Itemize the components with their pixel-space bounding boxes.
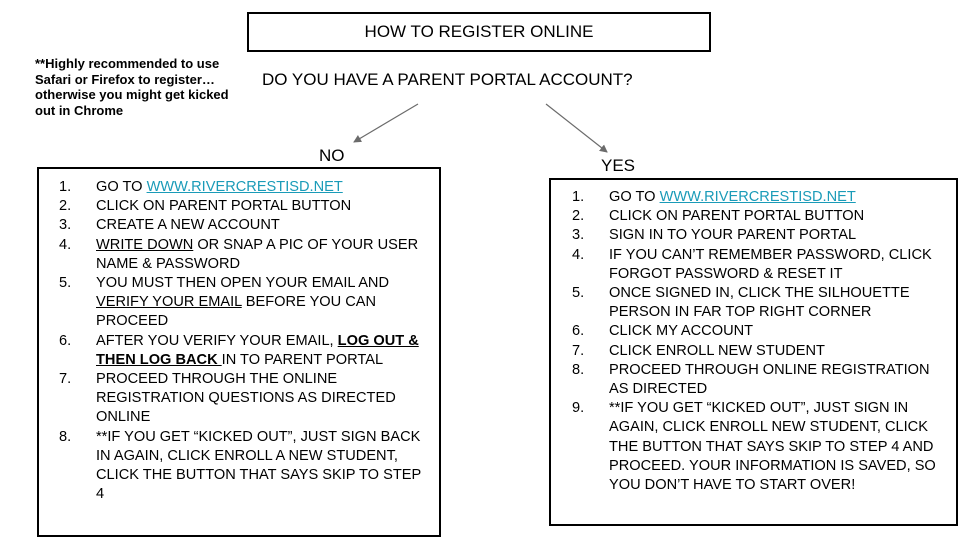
step-text	[609, 342, 948, 361]
step-text	[96, 370, 431, 428]
step-number: 1.	[59, 179, 72, 195]
step-number: 6.	[572, 323, 585, 340]
underlined-text: WRITE DOWN	[96, 236, 194, 253]
step-number: 2.	[59, 198, 72, 215]
step-text	[96, 274, 431, 332]
yes-step	[551, 188, 948, 207]
yes-step	[551, 246, 948, 284]
step-text	[609, 284, 948, 322]
step-text-part: IF YOU CAN’T REMEMBER PASSWORD, CLICK FORGOT PASSWORD & RESET IT	[609, 246, 932, 282]
step-text-part: BEFORE YOU CAN PROCEED	[96, 294, 377, 330]
no-arrow	[354, 104, 418, 142]
step-text	[609, 322, 948, 341]
step-text-part: YOU MUST THEN OPEN YOUR EMAIL AND	[96, 275, 390, 292]
no-step	[39, 332, 431, 370]
yes-step	[551, 342, 948, 361]
step-number: 8.	[572, 361, 585, 378]
step-text	[96, 216, 431, 235]
step-text-part: AFTER YOU VERIFY YOUR EMAIL,	[96, 332, 338, 349]
no-step	[39, 216, 431, 235]
step-text-part: CLICK MY ACCOUNT	[609, 323, 754, 340]
step-text-part: **IF YOU GET “KICKED OUT”, JUST SIGN IN AGAIN, CLICK ENROLL NEW STUDENT, CLICK THE BUTTON THAT SAYS SKIP TO STEP 4 AND PROCEED. YOUR INFORMATION IS SAVED, SO YOU DON’T HAVE TO START OVER!	[609, 400, 936, 494]
step-number: 2.	[572, 208, 585, 225]
step-text	[609, 207, 948, 226]
step-text	[609, 361, 948, 399]
step-text	[96, 428, 431, 505]
no-step	[39, 236, 431, 274]
step-text-part: CREATE A NEW ACCOUNT	[96, 217, 280, 234]
step-number: 4.	[59, 236, 72, 253]
no-step	[39, 274, 431, 332]
step-text	[609, 399, 948, 495]
browser-note: **Highly recommended to use Safari or Firefox to register…otherwise you might get kicked out in Chrome	[35, 56, 229, 118]
step-text	[96, 197, 431, 216]
question-text: DO YOU HAVE A PARENT PORTAL ACCOUNT?	[262, 70, 633, 89]
no-steps-box	[37, 167, 441, 537]
step-text-part: GO TO	[96, 179, 147, 195]
step-number: 7.	[572, 342, 585, 359]
step-text-part: CLICK ON PARENT PORTAL BUTTON	[96, 198, 352, 215]
yes-step	[551, 284, 948, 322]
step-number: 3.	[59, 217, 72, 234]
step-text	[96, 236, 431, 274]
yes-step	[551, 322, 948, 341]
step-text	[96, 178, 431, 197]
yes-arrow	[546, 104, 607, 152]
no-label: NO	[319, 146, 345, 165]
step-text-part: PROCEED THROUGH THE ONLINE REGISTRATION QUESTIONS AS DIRECTED ONLINE	[96, 371, 396, 426]
page-title: HOW TO REGISTER ONLINE	[364, 22, 594, 41]
underlined-text: VERIFY YOUR EMAIL	[96, 294, 242, 311]
no-step	[39, 178, 431, 197]
step-number: 5.	[59, 275, 72, 292]
step-number: 9.	[572, 400, 585, 417]
yes-step	[551, 226, 948, 245]
step-number: 8.	[59, 428, 72, 445]
step-text-part: SIGN IN TO YOUR PARENT PORTAL	[609, 227, 857, 244]
step-text-part: **IF YOU GET “KICKED OUT”, JUST SIGN BACK IN AGAIN, CLICK ENROLL A NEW STUDENT, CLICK THE BUTTON THAT SAYS SKIP TO STEP 4	[96, 428, 421, 503]
step-text	[609, 226, 948, 245]
website-link[interactable]: WWW.RIVERCRESTISD.NET	[146, 179, 343, 195]
step-number: 4.	[572, 246, 585, 263]
step-text-part: ONCE SIGNED IN, CLICK THE SILHOUETTE PERSON IN FAR TOP RIGHT CORNER	[609, 285, 910, 321]
step-text	[96, 332, 431, 370]
step-text	[609, 188, 948, 207]
step-text-part: IN TO PARENT PORTAL	[221, 351, 384, 368]
yes-label: YES	[601, 156, 636, 175]
step-text	[609, 246, 948, 284]
step-number: 7.	[59, 371, 72, 388]
step-number: 1.	[572, 189, 585, 205]
no-step	[39, 370, 431, 428]
yes-step	[551, 399, 948, 495]
website-link[interactable]: WWW.RIVERCRESTISD.NET	[659, 189, 856, 205]
step-text-part: CLICK ON PARENT PORTAL BUTTON	[609, 208, 865, 225]
yes-step	[551, 361, 948, 399]
step-text-part: OR SNAP A PIC OF YOUR USER NAME & PASSWORD	[96, 236, 419, 272]
step-number: 5.	[572, 285, 585, 302]
yes-steps-box	[549, 178, 958, 526]
step-number: 6.	[59, 332, 72, 349]
emphasized-text: LOG OUT & THEN LOG BACK	[96, 332, 419, 368]
step-number: 3.	[572, 227, 585, 244]
yes-step	[551, 207, 948, 226]
step-text-part: PROCEED THROUGH ONLINE REGISTRATION AS DIRECTED	[609, 361, 930, 398]
step-text-part: CLICK ENROLL NEW STUDENT	[609, 342, 825, 359]
no-step	[39, 197, 431, 216]
step-text-part: GO TO	[609, 189, 660, 205]
no-step	[39, 428, 431, 505]
